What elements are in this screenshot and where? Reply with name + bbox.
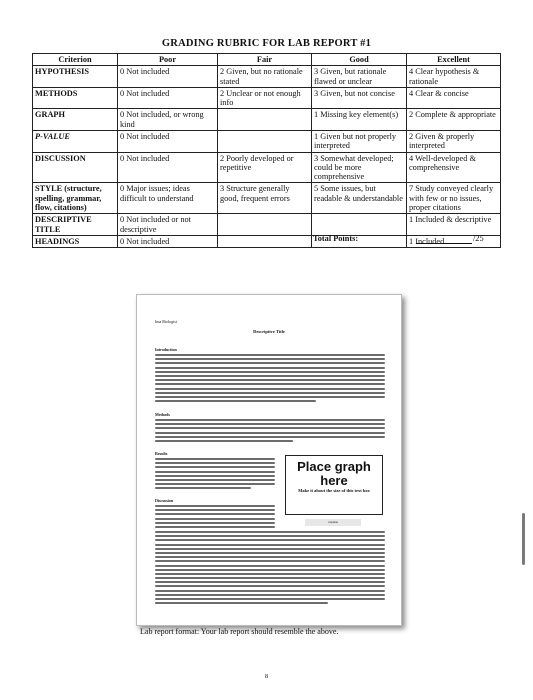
poor-cell: 0 Not included xyxy=(118,130,218,152)
section-heading-methods: Methods xyxy=(155,412,170,417)
column-header: Good xyxy=(312,54,407,66)
fair-cell xyxy=(218,109,312,131)
vertical-scrollbar-thumb[interactable] xyxy=(522,513,525,565)
good-cell: 3 Somewhat developed; could be more comprehensive xyxy=(312,152,407,183)
good-cell: 3 Given, but not concise xyxy=(312,87,407,109)
criterion-cell: HYPOTHESIS xyxy=(33,66,118,88)
graph-placeholder-text: Place graph here xyxy=(297,459,371,488)
excellent-cell: 4 Clear & concise xyxy=(407,87,501,109)
total-denominator: /25 xyxy=(473,234,484,243)
section-heading-introduction: Introduction xyxy=(155,347,177,352)
sample-report-thumbnail xyxy=(136,294,402,626)
poor-cell: 0 Not included xyxy=(118,87,218,109)
table-row xyxy=(33,109,501,131)
excellent-cell: 4 Well-developed & comprehensive xyxy=(407,152,501,183)
column-header: Criterion xyxy=(33,54,118,66)
rubric-header-row xyxy=(33,54,501,66)
poor-cell: 0 Not included xyxy=(118,66,218,88)
fair-cell: 2 Poorly developed or repetitive xyxy=(218,152,312,183)
criterion-cell: DISCUSSION xyxy=(33,152,118,183)
placeholder-text-block xyxy=(155,505,275,530)
good-cell: 1 Given but not properly interpreted xyxy=(312,130,407,152)
criterion-cell: STYLE (structure, spelling, grammar, flow, citations) xyxy=(33,183,118,214)
excellent-cell: 1 Included & descriptive xyxy=(407,214,501,236)
fair-cell xyxy=(218,235,312,247)
good-cell: 5 Some issues, but readable & understandable xyxy=(312,183,407,214)
excellent-cell: 1 Included xyxy=(407,235,501,247)
excellent-cell: 7 Study conveyed clearly with few or no issues, proper citations xyxy=(407,183,501,214)
good-cell: 3 Given, but rationale flawed or unclear xyxy=(312,66,407,88)
rubric-table xyxy=(32,53,501,248)
graph-placeholder-box xyxy=(285,455,383,515)
column-header: Fair xyxy=(218,54,312,66)
sample-author: Ima Biologist xyxy=(155,319,177,324)
poor-cell: 0 Not included or not descriptive xyxy=(118,214,218,236)
placeholder-text-block xyxy=(155,458,275,492)
table-row xyxy=(33,214,501,236)
page-number: 8 xyxy=(264,673,269,680)
fair-cell xyxy=(218,214,312,236)
fair-cell xyxy=(218,130,312,152)
placeholder-text-block xyxy=(155,419,385,444)
graph-size-note: Make it about the size of this text box xyxy=(298,488,370,494)
excellent-cell: 2 Given & properly interpreted xyxy=(407,130,501,152)
good-cell xyxy=(312,214,407,236)
good-cell: 1 Missing key element(s) xyxy=(312,109,407,131)
table-row xyxy=(33,87,501,109)
poor-cell: 0 Not included xyxy=(118,152,218,183)
criterion-cell: DESCRIPTIVE TITLE xyxy=(33,214,118,236)
table-row xyxy=(33,183,501,214)
rubric-heading: GRADING RUBRIC FOR LAB REPORT #1 xyxy=(161,38,372,49)
poor-cell: 0 Major issues; ideas difficult to understand xyxy=(118,183,218,214)
criterion-cell: METHODS xyxy=(33,87,118,109)
table-row xyxy=(33,130,501,152)
section-heading-discussion: Discussion xyxy=(155,498,174,503)
placeholder-text-block xyxy=(155,354,385,404)
column-header: Excellent xyxy=(407,54,501,66)
fair-cell: 2 Unclear or not enough info xyxy=(218,87,312,109)
column-header: Poor xyxy=(118,54,218,66)
placeholder-text-block xyxy=(155,531,385,606)
excellent-cell: 4 Clear hypothesis & rationale xyxy=(407,66,501,88)
score-blank xyxy=(416,234,472,244)
graph-caption: caption xyxy=(305,519,361,526)
poor-cell: 0 Not included, or wrong kind xyxy=(118,109,218,131)
format-note: Lab report format: Your lab report should resemble the above. xyxy=(140,627,339,636)
total-points-label: Total Points: xyxy=(313,234,359,243)
section-heading-results: Results xyxy=(155,451,168,456)
table-row xyxy=(33,66,501,88)
criterion-cell: GRAPH xyxy=(33,109,118,131)
criterion-cell: P-VALUE xyxy=(33,130,118,152)
table-row xyxy=(33,152,501,183)
excellent-cell: 2 Complete & appropriate xyxy=(407,109,501,131)
fair-cell: 3 Structure generally good, frequent errors xyxy=(218,183,312,214)
sample-title: Descriptive Title xyxy=(253,329,285,334)
poor-cell: 0 Not included xyxy=(118,235,218,247)
criterion-cell: HEADINGS xyxy=(33,235,118,247)
fair-cell: 2 Given, but no rationale stated xyxy=(218,66,312,88)
